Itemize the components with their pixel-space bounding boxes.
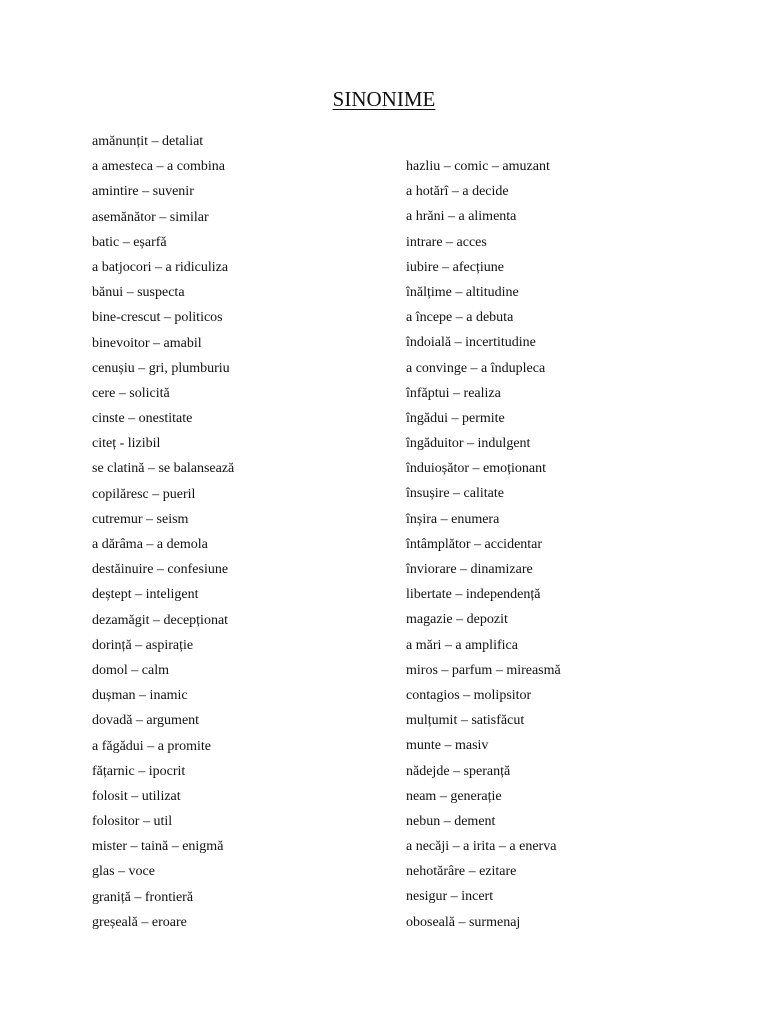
synonym-entry: a batjocori – a ridiculiza [92, 259, 229, 275]
synonym-entry: citeț - lizibil [92, 436, 161, 452]
synonym-entry: fățarnic – ipocrit [92, 763, 186, 779]
page-title: SINONIME [332, 87, 436, 111]
synonym-entry: înduioșător – emoționant [406, 461, 546, 477]
synonym-entry: a hotărî – a decide [406, 184, 509, 200]
synonym-entry: a mări – a amplifica [406, 637, 518, 653]
synonym-entry: a făgădui – a promite [92, 738, 211, 754]
synonym-entry: graniță – frontieră [92, 889, 194, 905]
synonym-entry: nădejde – speranță [406, 763, 511, 779]
synonym-entry: copilăresc – pueril [92, 486, 196, 502]
synonym-entry: deștept – inteligent [92, 587, 199, 603]
synonym-entry: asemănător – similar [92, 209, 209, 225]
synonym-entry: glas – voce [92, 864, 155, 880]
synonym-entry: a începe – a debuta [406, 310, 514, 326]
synonym-list-right [406, 154, 561, 935]
synonym-entry: a convinge – a îndupleca [406, 360, 546, 376]
synonym-entry: a amesteca – a combina [92, 159, 225, 175]
synonym-entry: nebun – dement [406, 813, 496, 829]
synonym-entry: însușire – calitate [406, 486, 504, 502]
synonym-entry: greșeală – eroare [92, 914, 187, 930]
synonym-entry: magazie – depozit [406, 612, 508, 628]
synonym-entry: îngădui – permite [406, 410, 505, 426]
synonym-entry: dovadă – argument [92, 713, 200, 729]
synonym-entry: a necăji – a irita – a enerva [406, 839, 557, 855]
synonym-entry: bine-crescut – politicos [92, 310, 223, 326]
synonym-entry: folosit – utilizat [92, 788, 181, 804]
synonym-entry: amintire – suvenir [92, 184, 194, 200]
synonym-entry: hazliu – comic – amuzant [406, 159, 550, 174]
synonym-entry: neam – generație [406, 788, 502, 804]
synonym-entry: amănunțit – detaliat [92, 134, 204, 149]
synonym-entry: cenușiu – gri, plumburiu [92, 360, 230, 376]
synonym-entry: munte – masiv [406, 738, 489, 754]
synonym-entry: îndoială – incertitudine [406, 335, 536, 351]
synonym-entry: dezamăgit – decepționat [92, 612, 229, 628]
synonym-entry: domol – calm [92, 662, 169, 678]
synonym-entry: se clatină – se balansează [92, 461, 235, 477]
synonym-entry: oboseală – surmenaj [406, 914, 521, 930]
synonym-entry: înșira – enumera [406, 511, 500, 527]
synonym-entry: mulțumit – satisfăcut [406, 713, 525, 729]
synonym-entry: înfăptui – realiza [406, 385, 501, 401]
synonym-entry: întâmplător – accidentar [406, 536, 543, 552]
synonym-entry: miros – parfum – mireasmă [406, 662, 561, 678]
synonym-entry: folositor – util [92, 814, 173, 830]
synonym-entry: intrare – acces [406, 234, 487, 250]
synonym-entry: înălțime – altitudine [406, 284, 519, 300]
synonym-entry: bănui – suspecta [92, 285, 185, 301]
synonym-entry: cutremur – seism [92, 511, 189, 527]
synonym-entry: a dărâma – a demola [92, 537, 208, 552]
synonym-entry: înviorare – dinamizare [406, 562, 533, 577]
synonym-entry: libertate – independență [406, 587, 541, 603]
synonym-entry: dorință – aspirație [92, 637, 194, 653]
synonym-entry: cinste – onestitate [92, 411, 193, 427]
synonym-entry: a hrăni – a alimenta [406, 209, 517, 225]
synonym-entry: îngăduitor – indulgent [406, 436, 531, 452]
synonym-entry: nesigur – incert [406, 889, 494, 905]
synonym-entry: binevoitor – amabil [92, 335, 202, 351]
synonym-entry: contagios – molipsitor [406, 687, 532, 703]
synonym-list-left [92, 129, 234, 935]
synonym-entry: iubire – afecțiune [406, 259, 504, 275]
synonym-entry: nehotărâre – ezitare [406, 864, 517, 880]
synonym-entry: mister – taină – enigmă [92, 839, 224, 855]
synonym-entry: destăinuire – confesiune [92, 562, 229, 578]
synonym-entry: dușman – inamic [92, 688, 188, 704]
synonym-entry: cere – solicită [92, 385, 170, 401]
synonym-entry: batic – eșarfă [92, 234, 167, 250]
